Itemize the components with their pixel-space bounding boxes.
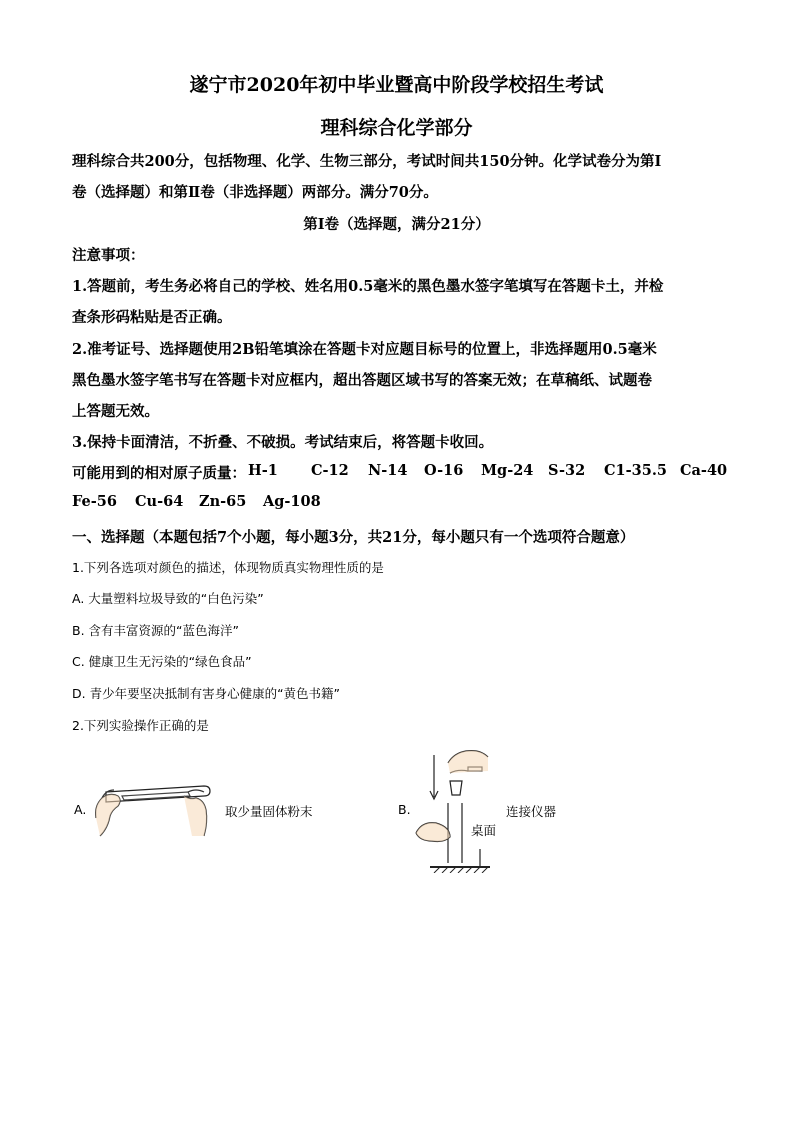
question-1-option-a: A. 大量塑料垃圾导致的“白色污染” [72,591,264,606]
question-2-option-b-letter: B. [398,802,411,817]
intro-line-2: 卷（选择题）和第Ⅱ卷（非选择题）两部分。满分70分。 [72,184,438,201]
question-2-option-a-letter: A. [74,802,87,817]
test-tube-powder-illustration [92,770,220,842]
notice-line: 2.准考证号、选择题使用2B铅笔填涂在答题卡对应题目标号的位置上，非选择题用0.5毫米 [72,341,657,358]
atomic-mass-item: S-32 [548,462,586,479]
atomic-mass-item: Ag-108 [263,493,321,510]
section-heading: 第I卷（选择题，满分21分） [303,216,490,233]
question-1-stem: 1.下列各选项对颜色的描述，体现物质真实物理性质的是 [72,560,384,575]
question-1-option-b: B. 含有丰富资源的“蓝色海洋” [72,623,239,638]
atomic-mass-item: O-16 [424,462,464,479]
exam-subtitle: 理科综合化学部分 [320,117,473,139]
notice-line: 查条形码粘贴是否正确。 [72,309,232,326]
atomic-mass-item: Mg-24 [481,462,534,479]
exam-title: 遂宁市2020年初中毕业暨高中阶段学校招生考试 [189,74,604,96]
notice-line: 黑色墨水签字笔书写在答题卡对应框内，超出答题区域书写的答案无效；在草稿纸、试题卷 [72,372,652,389]
atomic-mass-item: N-14 [368,462,408,479]
atomic-mass-item: H-1 [248,462,278,479]
part-heading: 一、选择题（本题包括7个小题，每小题3分，共21分，每小题只有一个选项符合题意） [72,529,635,546]
question-1-option-c: C. 健康卫生无污染的“绿色食品” [72,654,252,669]
notice-line: 3.保持卡面清洁，不折叠、不破损。考试结束后，将答题卡收回。 [72,434,494,451]
atomic-mass-item: C-12 [311,462,349,479]
atomic-mass-item: Zn-65 [199,493,247,510]
question-2-option-a-text: 取少量固体粉末 [225,804,313,819]
question-1-option-d: D. 青少年要坚决抵制有害身心健康的“黄色书籍” [72,686,341,701]
atomic-mass-item: Cu-64 [135,493,184,510]
atomic-mass-item: Ca-40 [680,462,728,479]
atomic-mass-item: C1-35.5 [604,462,667,479]
atomic-mass-label: 可能用到的相对原子质量： [72,465,246,482]
notice-line: 1.答题前，考生务必将自己的学校、姓名用0.5毫米的黑色墨水签字笔填写在答题卡土，并检 [72,278,664,295]
notice-line: 上答题无效。 [72,403,159,420]
notice-title: 注意事项： [72,247,145,264]
intro-line-1: 理科综合共200分，包括物理、化学、生物三部分，考试时间共150分钟。化学试卷分为第I [72,153,662,170]
desk-label: 桌面 [471,823,497,838]
question-2-option-b-text: 连接仪器 [506,804,557,819]
atomic-mass-item: Fe-56 [72,493,117,510]
stopper-test-tube-illustration [410,745,502,873]
question-2-stem: 2.下列实验操作正确的是 [72,718,209,733]
